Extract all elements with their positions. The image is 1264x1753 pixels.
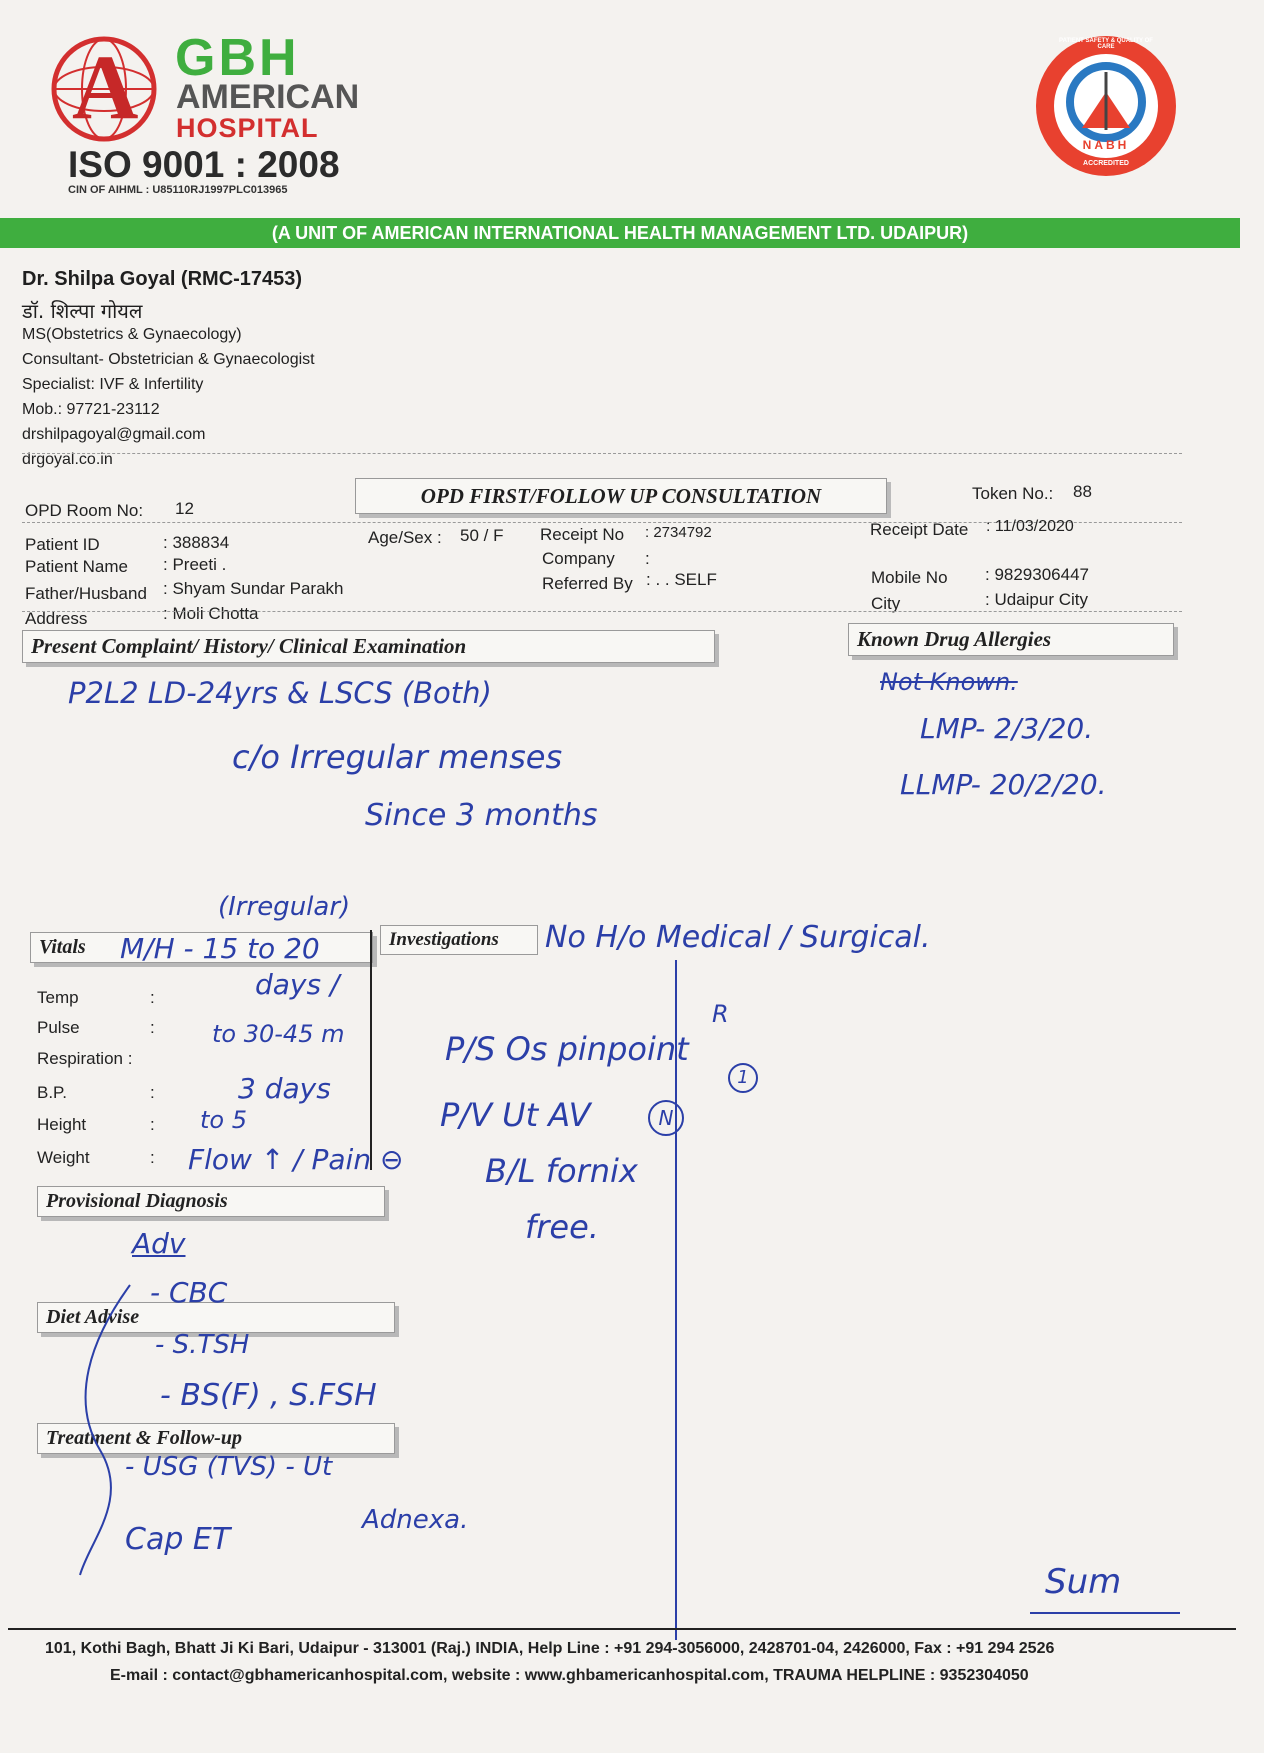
footer-address: 101, Kothi Bagh, Bhatt Ji Ki Bari, Udaipur - 313001 (Raj.) INDIA, Help Line : +91 294-3056000, 2428701-04, 2426000, Fax : +91 294 2526	[45, 1640, 1055, 1657]
hw-irregular: (Irregular)	[218, 892, 351, 922]
vital-temp-label: Temp	[37, 988, 79, 1007]
signature-underline	[1030, 1612, 1180, 1614]
vital-weight-label: Weight	[37, 1148, 90, 1167]
investigations-header: Investigations	[380, 925, 538, 955]
doctor-name: Dr. Shilpa Goyal (RMC-17453)	[22, 268, 303, 290]
patient-name-label: Patient Name	[25, 557, 128, 576]
brand-american: AMERICAN	[176, 78, 360, 116]
hw-allergy-struck: Not Known.	[880, 668, 1018, 696]
father-label: Father/Husband	[25, 584, 147, 603]
vitals-header: Vitals	[30, 932, 373, 963]
nabh-bottom-text: ACCREDITED	[1083, 160, 1129, 167]
doctor-mobile: Mob.: 97721-23112	[22, 401, 160, 418]
receipt-value: : 2734792	[645, 524, 712, 541]
referred-value: : . . SELF	[646, 570, 717, 589]
hw-pv: P/V Ut AV	[440, 1096, 591, 1134]
cin-text: CIN OF AIHML : U85110RJ1997PLC013965	[68, 184, 288, 196]
doctor-website: drgoyal.co.in	[22, 451, 113, 468]
vital-colon: :	[150, 1018, 155, 1037]
doctor-qualification: MS(Obstetrics & Gynaecology)	[22, 326, 242, 343]
divider	[22, 611, 1182, 612]
city-value: : Udaipur City	[985, 590, 1088, 609]
hw-flow: Flow ↑ / Pain ⊖	[188, 1143, 404, 1176]
hw-cap: Cap ET	[125, 1522, 231, 1557]
hw-rx: R	[712, 1000, 729, 1028]
company-value: :	[645, 549, 650, 568]
hw-complaint-line1: P2L2 LD-24yrs & LSCS (Both)	[68, 676, 492, 710]
hw-complaint-line3: Since 3 months	[365, 798, 598, 833]
vital-respiration-label: Respiration :	[37, 1049, 133, 1068]
nabh-ring-text: PATIENT SAFETY & QUALITY OF CARE	[1059, 38, 1153, 50]
patient-id-value: : 388834	[163, 533, 230, 552]
footer-contact: E-mail : contact@gbhamericanhospital.com, website : www.ghbamericanhospital.com, TRAUMA HELPLINE : 9352304050	[110, 1667, 1029, 1684]
hw-adv: Adv	[132, 1227, 186, 1260]
iso-text: ISO 9001 : 2008	[68, 144, 340, 185]
vital-pulse-label: Pulse	[37, 1018, 80, 1037]
vitals-separator	[370, 930, 372, 1170]
receipt-label: Receipt No	[540, 525, 625, 544]
vital-height-label: Height	[37, 1115, 87, 1134]
hw-free: free.	[525, 1208, 599, 1246]
hw-mh: M/H - 15 to 20	[120, 932, 320, 965]
token-label: Token No.:	[972, 484, 1054, 503]
receipt-date-label: Receipt Date	[870, 520, 969, 539]
complaint-header: Present Complaint/ History/ Clinical Examination	[22, 630, 715, 663]
brand-hospital: HOSPITAL	[176, 113, 319, 143]
hw-bracket	[60, 1280, 150, 1580]
header-banner	[0, 218, 1240, 248]
hw-stsh: - S.TSH	[155, 1330, 250, 1360]
receipt-date-value: : 11/03/2020	[986, 518, 1074, 535]
hospital-logo	[50, 35, 158, 143]
vital-bp-label: B.P.	[37, 1083, 67, 1102]
vital-colon: :	[150, 1083, 155, 1102]
nabh-center-text: NABH	[1082, 138, 1130, 152]
company-label: Company	[542, 549, 615, 568]
hw-lmp: LMP- 2/3/20.	[920, 712, 1094, 745]
treatment-header: Treatment & Follow-up	[37, 1423, 395, 1454]
token-value: 88	[1073, 482, 1092, 501]
vital-colon: :	[150, 1148, 155, 1167]
hw-days2: 3 days	[238, 1072, 331, 1105]
father-value: : Shyam Sundar Parakh	[163, 579, 344, 598]
doctor-role: Consultant- Obstetrician & Gynaecologist	[22, 351, 315, 368]
banner-text: (A UNIT OF AMERICAN INTERNATIONAL HEALTH MANAGEMENT LTD. UDAIPUR)	[271, 223, 969, 243]
hw-cbc: - CBC	[150, 1276, 228, 1309]
agesex-value: 50 / F	[460, 526, 504, 545]
hw-circle2: N	[648, 1100, 684, 1136]
consult-title: OPD FIRST/FOLLOW UP CONSULTATION	[355, 478, 887, 514]
opd-room-value: 12	[175, 499, 194, 518]
hw-complaint-line2: c/o Irregular menses	[232, 738, 563, 776]
doctor-name-hindi: डॉ. शिल्पा गोयल	[22, 299, 143, 323]
address-value: : Moli Chotta	[163, 604, 259, 623]
hw-circle1: 1	[728, 1063, 758, 1093]
hw-bsf: - BS(F) , S.FSH	[160, 1378, 377, 1413]
referred-label: Referred By	[542, 574, 633, 593]
city-label: City	[871, 594, 901, 613]
footer-rule	[8, 1628, 1236, 1630]
diet-header: Diet Advise	[37, 1302, 395, 1333]
opd-room-label: OPD Room No:	[25, 501, 144, 520]
vital-colon: :	[150, 988, 155, 1007]
mobile-value: : 9829306447	[985, 565, 1089, 584]
allergies-header: Known Drug Allergies	[848, 623, 1174, 656]
hw-llmp: LLMP- 20/2/20.	[900, 768, 1107, 801]
doctor-specialist: Specialist: IVF & Infertility	[22, 376, 204, 393]
hw-signature: Sum	[1045, 1562, 1122, 1602]
doctor-email: drshilpagoyal@gmail.com	[22, 426, 206, 443]
hw-to30: to 30-45 m	[212, 1020, 345, 1048]
hw-adnexa: Adnexa.	[362, 1505, 469, 1535]
hw-bl: B/L fornix	[485, 1152, 638, 1190]
patient-id-label: Patient ID	[25, 535, 100, 554]
hw-usg: - USG (TVS) - Ut	[125, 1452, 333, 1482]
hw-ps: P/S Os pinpoint	[445, 1030, 689, 1068]
brand-gbh: GBH	[175, 29, 300, 87]
nabh-seal	[1032, 32, 1180, 180]
address-label: Address	[25, 609, 88, 628]
hw-no-ho: No H/o Medical / Surgical.	[545, 920, 931, 955]
divider	[22, 453, 1182, 454]
patient-name-value: : Preeti .	[163, 555, 227, 574]
vital-colon: :	[150, 1115, 155, 1134]
mobile-label: Mobile No	[871, 568, 948, 587]
provisional-header: Provisional Diagnosis	[37, 1186, 385, 1217]
logo-letter: A	[72, 36, 139, 138]
hw-days1: days /	[255, 968, 340, 1001]
hw-to5: to 5	[200, 1106, 247, 1134]
agesex-label: Age/Sex :	[368, 528, 442, 547]
